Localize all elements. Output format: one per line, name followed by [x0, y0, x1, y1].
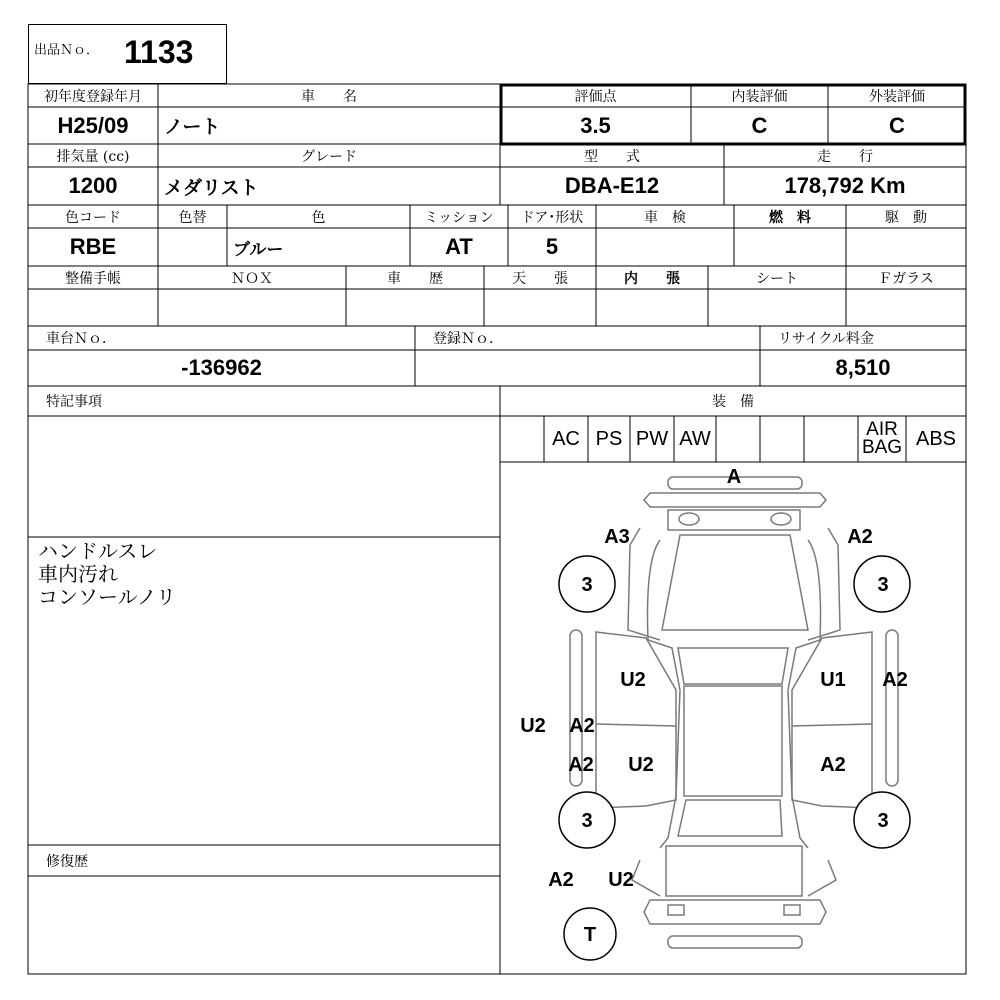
damage-mark: A — [726, 466, 742, 488]
first-registration-value: H25/09 — [57, 112, 129, 138]
inspection-label: 車 検 — [644, 209, 686, 226]
seat-label: シート — [756, 270, 798, 287]
nox-label: ＮＯＸ — [231, 270, 273, 287]
equipment-pw: PW — [635, 428, 669, 450]
car-name-value: ノート — [164, 117, 221, 138]
lot-number: 1133 — [124, 33, 194, 70]
displacement-value: 1200 — [68, 173, 118, 198]
mileage-label: 走 行 — [817, 148, 873, 165]
damage-mark: U2 — [628, 754, 654, 776]
interior-trim-label: 内 張 — [624, 270, 680, 287]
color-code-value: RBE — [69, 234, 117, 259]
damage-mark: U2 — [608, 869, 634, 891]
remark-line: 車内汚れ — [38, 562, 118, 586]
recycle-fee-value: 8,510 — [835, 355, 891, 380]
equipment-ps: PS — [595, 428, 623, 450]
color-value: ブルー — [233, 239, 284, 259]
transmission-label: ミッション — [424, 209, 494, 226]
repair-history-label: 修復歴 — [46, 853, 88, 870]
drive-label: 駆 動 — [885, 209, 927, 226]
equipment-aw: AW — [679, 428, 711, 450]
service-book-label: 整備手帳 — [65, 270, 121, 287]
interior-grade-value: C — [751, 112, 768, 138]
damage-mark: A2 — [569, 715, 595, 737]
equipment-airbag: AIR BAG — [861, 419, 903, 458]
grade-label: グレード — [301, 148, 357, 165]
model-code-value: DBA-E12 — [564, 173, 660, 198]
front-glass-label: Ｆガラス — [878, 270, 934, 287]
displacement-label: 排気量 (cc) — [56, 148, 130, 165]
equipment-ac: AC — [552, 428, 580, 450]
spare-tire-mark: T — [583, 924, 597, 946]
exterior-grade-value: C — [889, 112, 905, 138]
equipment-label: 装 備 — [712, 394, 754, 410]
damage-mark: A2 — [548, 869, 574, 891]
transmission-value: AT — [445, 234, 473, 259]
repaint-label: 色替 — [178, 209, 207, 226]
tire-mark: 3 — [581, 810, 593, 832]
color-label: 色 — [311, 209, 326, 226]
chassis-number-label: 車台Ｎｏ． — [46, 331, 116, 347]
mileage-value: 178,792 Km — [784, 173, 906, 198]
damage-mark: A2 — [820, 754, 846, 776]
damage-mark: U1 — [820, 669, 846, 691]
doors-label: ドア･形状 — [520, 209, 584, 226]
equipment-abs: ABS — [915, 428, 957, 450]
lot-number-label: 出品Ｎｏ． — [34, 42, 100, 58]
car-name-label: 車 名 — [301, 88, 357, 105]
damage-mark: A2 — [568, 754, 594, 776]
special-notes-label: 特記事項 — [46, 394, 102, 410]
damage-mark: A3 — [604, 526, 630, 548]
doors-value: 5 — [545, 234, 559, 259]
interior-grade-label: 内装評価 — [731, 88, 788, 105]
tire-mark: 3 — [877, 810, 889, 832]
score-label: 評価点 — [574, 88, 617, 105]
headliner-label: 天 張 — [512, 270, 568, 287]
remark-line: コンソールノリ — [38, 585, 176, 609]
vehicle-history-label: 車 歴 — [387, 270, 443, 287]
first-registration-label: 初年度登録年月 — [44, 88, 142, 105]
registration-number-label: 登録Ｎｏ． — [433, 331, 503, 347]
chassis-number-value: -136962 — [181, 355, 262, 380]
damage-mark: U2 — [620, 669, 646, 691]
tire-mark: 3 — [581, 574, 593, 596]
exterior-grade-label: 外装評価 — [869, 88, 925, 105]
tire-mark: 3 — [877, 574, 889, 596]
recycle-fee-label: リサイクル料金 — [778, 331, 875, 347]
color-code-label: 色コード — [65, 209, 121, 226]
remark-line: ハンドルスレ — [38, 539, 158, 563]
damage-mark: U2 — [520, 715, 546, 737]
model-code-label: 型 式 — [584, 148, 640, 165]
fuel-label: 燃 料 — [769, 209, 811, 226]
grade-value: メダリスト — [164, 177, 259, 199]
score-value: 3.5 — [580, 112, 611, 138]
damage-mark: A2 — [847, 526, 873, 548]
damage-mark: A2 — [882, 669, 908, 691]
